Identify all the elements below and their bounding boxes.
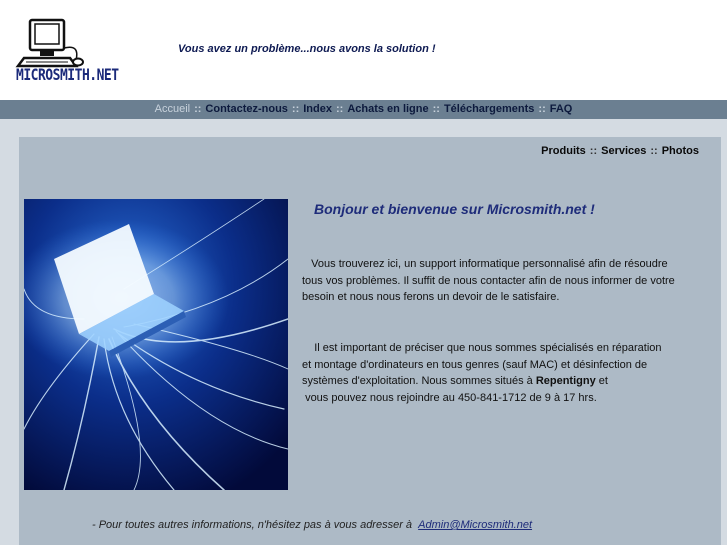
intro-line-3: besoin et nous nous ferons un devoir de le satisfaire. <box>302 291 560 303</box>
services-line-3-start: systèmes d'exploitation. Nous sommes situés à <box>302 375 536 387</box>
services-line-3-end: et <box>595 375 608 387</box>
nav-separator: :: <box>194 103 202 115</box>
logo-text[interactable]: MICROSMITH.NET <box>16 66 119 85</box>
nav-separator: :: <box>291 103 300 115</box>
admin-email-link[interactable]: Admin@Microsmith.net <box>418 519 533 531</box>
nav-item-contactez-nous[interactable]: Contactez-nous <box>205 103 288 115</box>
subnav-separator: :: <box>650 145 658 157</box>
nav-separator: :: <box>335 103 344 115</box>
glowing-laptop-image <box>24 199 288 490</box>
intro-line-2: tous vos problèmes. Il suffit de nous contacter afin de nous informer de votre <box>302 274 675 287</box>
subnav-item-photos[interactable]: Photos <box>661 145 699 157</box>
nav-separator: :: <box>432 103 440 115</box>
welcome-heading: Bonjour et bienvenue sur Microsmith.net ! <box>314 201 595 217</box>
subnav-separator: :: <box>589 145 598 157</box>
footer-note-text: - Pour toutes autres informations, n'hésitez pas à vous adresser à <box>92 519 413 531</box>
nav-item-faq[interactable]: FAQ <box>549 103 573 115</box>
services-paragraph <box>302 340 662 406</box>
nav-separator: :: <box>538 103 546 115</box>
intro-paragraph <box>302 256 675 306</box>
nav-item-accueil[interactable]: Accueil <box>154 103 191 115</box>
contact-phone-line: vous pouvez nous rejoindre au 450-841-1712 de 9 à 17 hrs. <box>305 391 597 404</box>
intro-line-1: Vous trouverez ici, un support informatique personnalisé afin de résoudre <box>311 258 668 270</box>
nav-item-telechargements[interactable]: Téléchargements <box>443 103 535 115</box>
main-navbar <box>0 100 727 119</box>
subnav-item-produits[interactable]: Produits <box>541 145 586 157</box>
services-line-2: et montage d'ordinateurs en tous genres (sauf MAC) et désinfection de <box>302 358 648 371</box>
location-name: Repentigny <box>535 375 596 387</box>
nav-item-achats-en-ligne[interactable]: Achats en ligne <box>347 103 429 115</box>
footer-contact-note <box>92 519 532 531</box>
services-line-1: Il est important de préciser que nous sommes spécialisés en réparation <box>314 342 662 354</box>
site-tagline: Vous avez un problème...nous avons la solution ! <box>178 43 436 55</box>
secondary-nav <box>541 145 699 157</box>
nav-item-index[interactable]: Index <box>303 103 332 115</box>
subnav-item-services[interactable]: Services <box>601 145 647 157</box>
site-header <box>0 0 727 100</box>
